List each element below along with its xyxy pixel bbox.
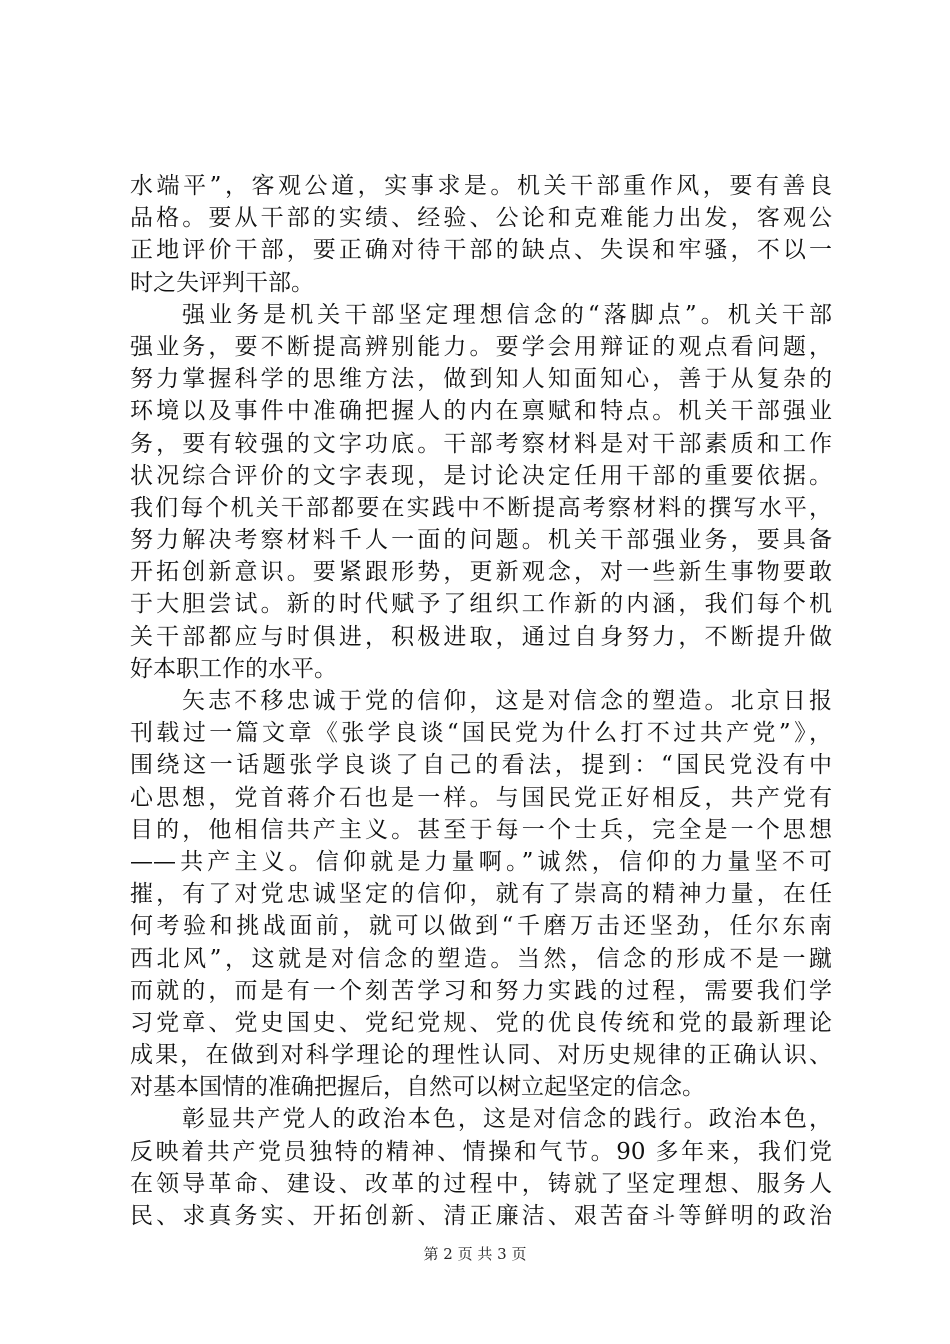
text-line: 心思想，党首蒋介石也是一样。与国民党正好相反，共产党有: [130, 784, 832, 811]
text-line: 品格。要从干部的实绩、经验、公论和克难能力出发，客观公: [130, 205, 832, 232]
text-line: 西北风”，这就是对信念的塑造。当然，信念的形成不是一蹴: [130, 945, 832, 972]
text-line: 好本职工作的水平。: [130, 655, 337, 682]
text-line: 强业务，要不断提高辨别能力。要学会用辩证的观点看问题，: [130, 333, 832, 360]
page-footer: 第 2 页 共 3 页: [423, 1245, 527, 1263]
text-line: 何考验和挑战面前，就可以做到“千磨万击还坚劲，任尔东南: [130, 913, 832, 940]
text-line: 反映着共产党员独特的精神、情操和气节。90 多年来，我们党: [130, 1138, 832, 1165]
text-line: 关干部都应与时俱进，积极进取，通过自身努力，不断提升做: [130, 623, 832, 650]
text-line: ——共产主义。信仰就是力量啊。”诚然，信仰的力量坚不可: [130, 848, 832, 875]
text-line: 强业务是机关干部坚定理想信念的“落脚点”。机关干部: [182, 301, 832, 328]
text-line: 我们每个机关干部都要在实践中不断提高考察材料的撰写水平，: [130, 494, 832, 521]
text-line: 状况综合评价的文字表现，是讨论决定任用干部的重要依据。: [130, 462, 832, 489]
text-line: 努力掌握科学的思维方法，做到知人知面知心，善于从复杂的: [130, 366, 832, 393]
text-line: 而就的，而是有一个刻苦学习和努力实践的过程，需要我们学: [130, 977, 832, 1004]
text-line: 民、求真务实、开拓创新、清正廉洁、艰苦奋斗等鲜明的政治: [130, 1203, 832, 1229]
text-line: 于大胆尝试。新的时代赋予了组织工作新的内涵，我们每个机: [130, 591, 832, 618]
text-line: 对基本国情的准确把握后，自然可以树立起坚定的信念。: [130, 1074, 705, 1101]
text-line: 彰显共产党人的政治本色，这是对信念的践行。政治本色，: [182, 1106, 832, 1133]
text-line: 在领导革命、建设、改革的过程中，铸就了坚定理想、服务人: [130, 1170, 832, 1197]
text-line: 水端平”，客观公道，实事求是。机关干部重作风，要有善良: [130, 173, 832, 199]
text-line: 务，要有较强的文字功底。干部考察材料是对干部素质和工作: [130, 430, 832, 457]
text-line: 习党章、党史国史、党纪党规、党的优良传统和党的最新理论: [130, 1009, 832, 1036]
text-line: 成果，在做到对科学理论的理性认同、对历史规律的正确认识、: [130, 1042, 832, 1069]
document-body: [130, 170, 832, 1232]
text-line: 刊载过一篇文章《张学良谈“国民党为什么打不过共产党”》，: [130, 720, 832, 747]
text-line: 开拓创新意识。要紧跟形势，更新观念，对一些新生事物要敢: [130, 559, 832, 586]
text-line: 目的，他相信共产主义。甚至于每一个士兵，完全是一个思想: [130, 816, 832, 843]
text-line: 时之失评判干部。: [130, 269, 314, 296]
text-line: 摧，有了对党忠诚坚定的信仰，就有了崇高的精神力量，在任: [130, 881, 832, 908]
text-line: 环境以及事件中准确把握人的内在禀赋和特点。机关干部强业: [130, 398, 832, 425]
text-line: 围绕这一话题张学良谈了自己的看法，提到：“国民党没有中: [130, 752, 832, 779]
text-line: 矢志不移忠诚于党的信仰，这是对信念的塑造。北京日报: [182, 688, 832, 714]
text-line: 正地评价干部，要正确对待干部的缺点、失误和牢骚，不以一: [130, 237, 832, 264]
text-line: 努力解决考察材料千人一面的问题。机关干部强业务，要具备: [130, 527, 832, 554]
